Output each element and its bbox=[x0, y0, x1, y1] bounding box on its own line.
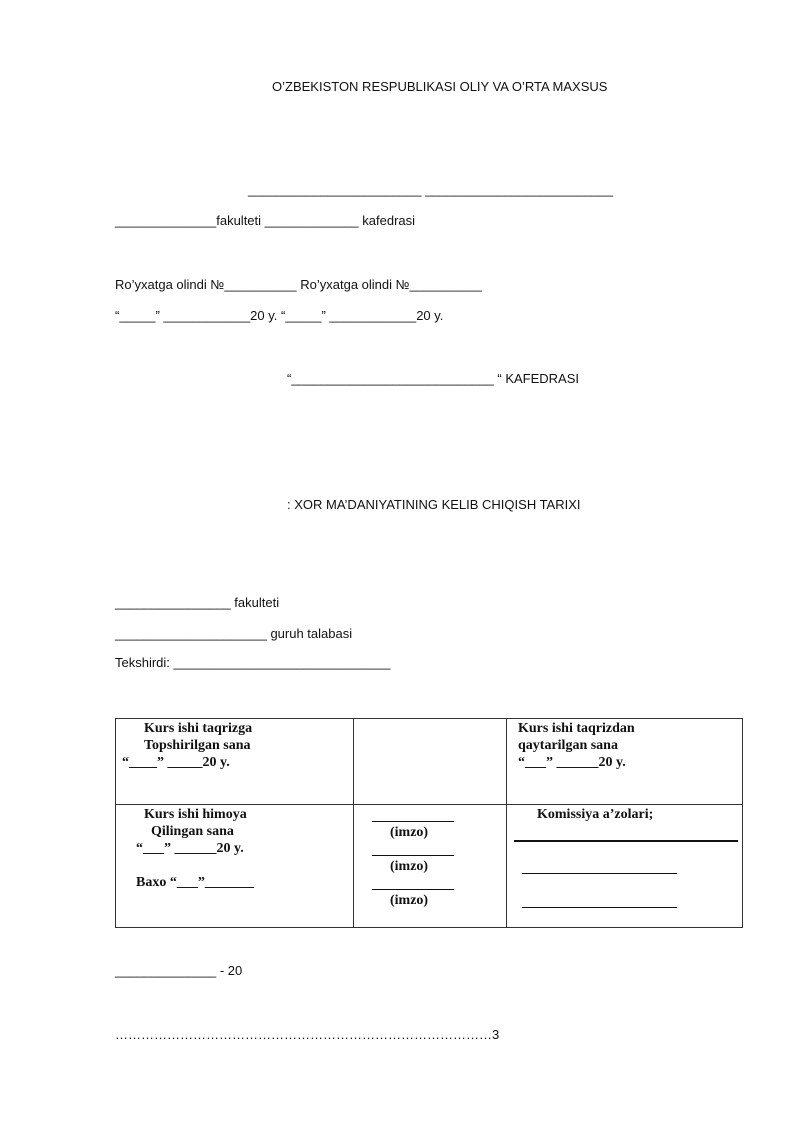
signature-label-1: (imzo) bbox=[390, 825, 429, 840]
year-line: ______________ - 20 bbox=[115, 963, 243, 978]
defense-date: “___” ______20 y. bbox=[136, 841, 244, 856]
defense-cell bbox=[116, 805, 354, 928]
signature-cell bbox=[354, 805, 507, 928]
review-submitted-label-1: Kurs ishi taqrizga bbox=[144, 721, 253, 736]
commission-title: Komissiya a’zolari; bbox=[537, 807, 654, 822]
grade-line: Baxo “___”_______ bbox=[136, 875, 254, 890]
commission-line-1 bbox=[514, 840, 738, 842]
toc-line: ……………………………………………………………………………3 bbox=[115, 1027, 500, 1042]
signature-label-3: (imzo) bbox=[390, 893, 429, 908]
department-word: kafedrasi bbox=[362, 213, 416, 228]
review-returned-cell bbox=[507, 719, 743, 805]
ministry-title: O’ZBEKISTON RESPUBLIKASI OLIY VA O’RTA MAXSUS bbox=[272, 79, 608, 94]
faculty-blank: ______________ bbox=[115, 213, 217, 228]
student-group-line: _____________________ guruh talabasi bbox=[115, 626, 353, 641]
signature-label-2: (imzo) bbox=[390, 859, 429, 874]
review-submitted-label-2: Topshirilgan sana bbox=[144, 738, 251, 753]
empty-middle-cell bbox=[354, 719, 507, 805]
faculty-word: fakulteti bbox=[216, 213, 262, 228]
department-blank: _____________ bbox=[264, 213, 359, 228]
signature-line-3 bbox=[372, 889, 454, 890]
university-name-blank: ________________________ __________________________ bbox=[248, 182, 614, 197]
review-returned-label-1: Kurs ishi taqrizdan bbox=[518, 721, 635, 736]
review-submitted-cell bbox=[116, 719, 354, 805]
defense-label-2: Qilingan sana bbox=[151, 824, 234, 839]
signature-line-2 bbox=[372, 855, 454, 856]
faculty-department-line bbox=[115, 213, 415, 228]
department-title-line: “____________________________ “ KAFEDRASI bbox=[287, 371, 580, 386]
commission-line-3 bbox=[522, 907, 677, 908]
review-returned-label-2: qaytarilgan sana bbox=[518, 738, 618, 753]
commission-cell bbox=[507, 805, 743, 928]
review-table bbox=[115, 718, 743, 928]
defense-label-1: Kurs ishi himoya bbox=[144, 807, 247, 822]
registration-line-1: Ro’yxatga olindi №__________ Ro’yxatga olindi №__________ bbox=[115, 277, 482, 292]
registration-line-2: “_____” ____________20 y. “_____” ____________20 y. bbox=[115, 308, 444, 323]
student-faculty-line: ________________ fakulteti bbox=[115, 595, 280, 610]
checked-by-line: Tekshirdi: ______________________________ bbox=[115, 655, 391, 670]
commission-line-2 bbox=[522, 873, 677, 874]
course-work-topic: : XOR MA’DANIYATINING KELIB CHIQISH TARIXI bbox=[287, 497, 581, 512]
review-submitted-date: “____” _____20 y. bbox=[122, 755, 230, 770]
review-returned-date: “___” ______20 y. bbox=[518, 755, 626, 770]
signature-line-1 bbox=[372, 821, 454, 822]
